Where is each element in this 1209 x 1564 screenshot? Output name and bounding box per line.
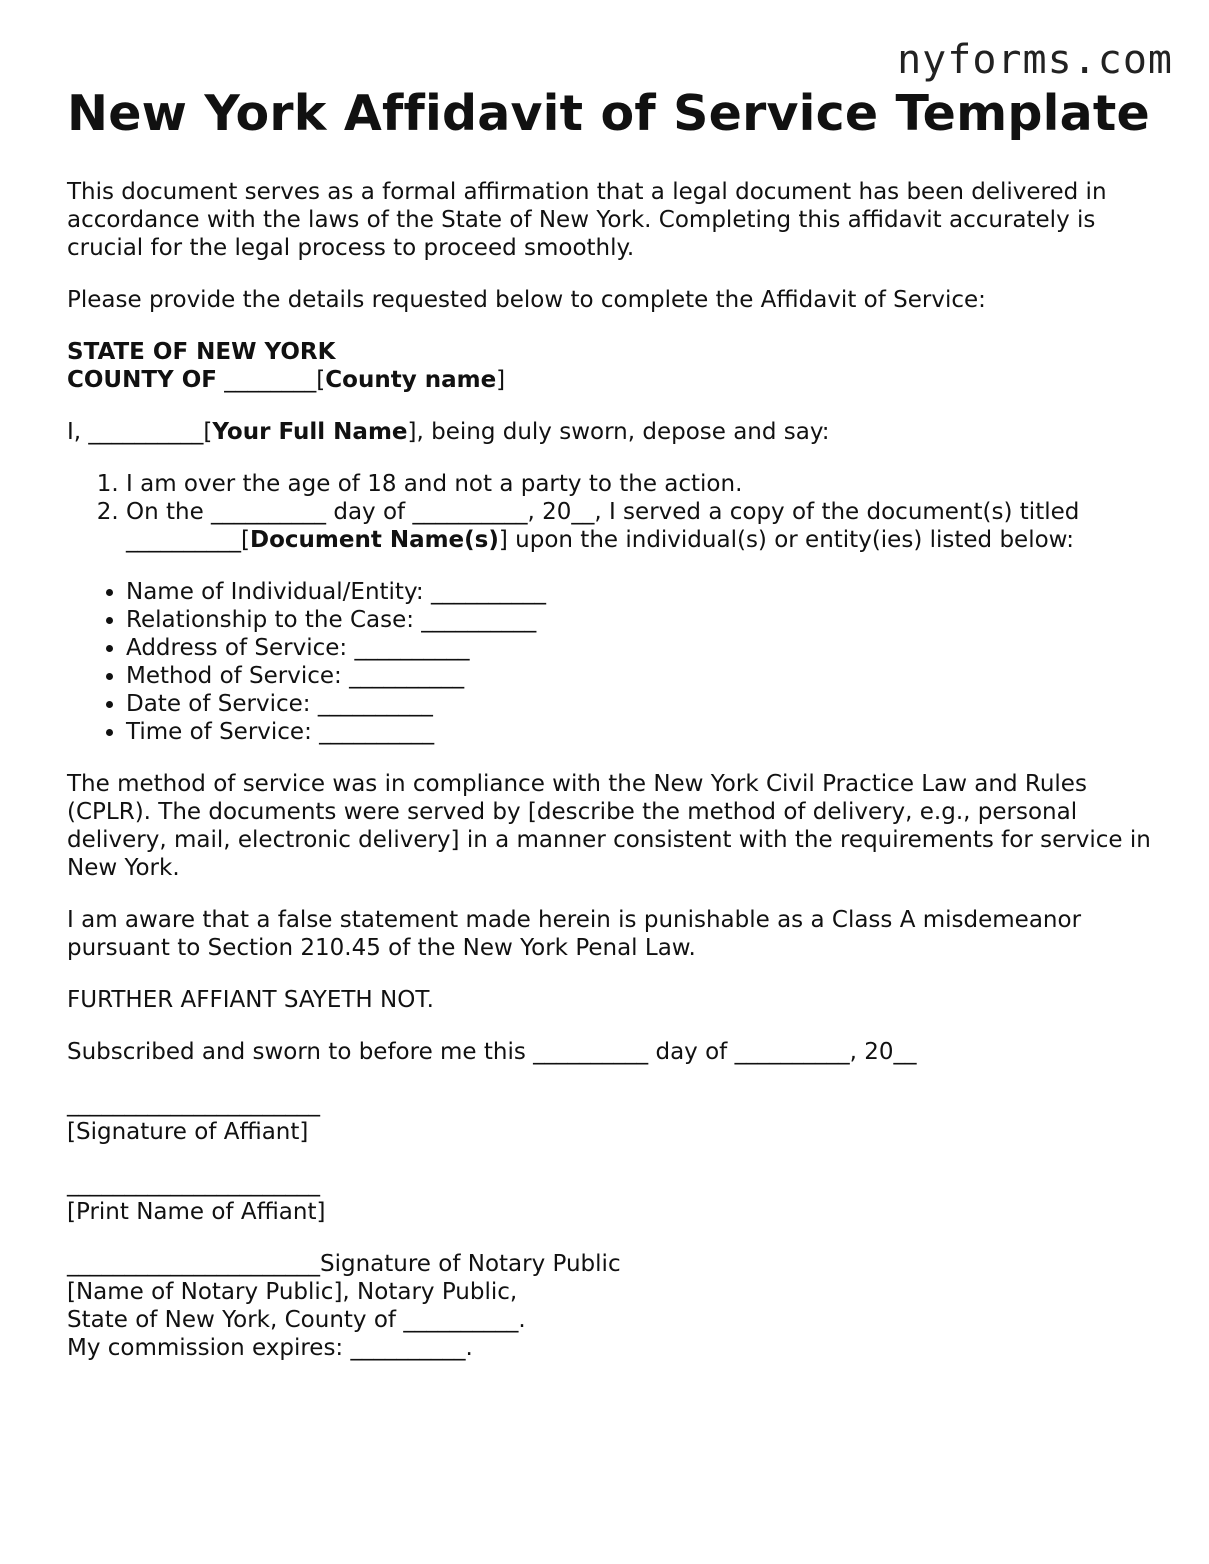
numbered-statements (67, 470, 1157, 554)
instruction-paragraph: Please provide the details requested below to complete the Affidavit of Service: (67, 287, 986, 313)
notary-commission: My commission expires: __________. (67, 1335, 473, 1361)
affiant-print-name-line: ______________________ (67, 1171, 320, 1197)
compliance-paragraph: The method of service was in compliance with the New York Civil Practice Law and Rules (CPLR). The documents were served by [describe the method of delivery, e.g., personal delivery, mail, electronic delivery] in a manner consistent with the requirements for service in New York. (67, 771, 1151, 881)
affiant-print-name-label: [Print Name of Affiant] (67, 1199, 326, 1225)
statement-age: 1. I am over the age of 18 and not a party to the action. (126, 470, 1157, 498)
penalty-paragraph: I am aware that a false statement made herein is punishable as a Class A misdemeanor pursuant to Section 210.45 of the New York Penal Law. (67, 907, 1082, 961)
affiant-signature-block (67, 1090, 1157, 1146)
venue-block (67, 338, 1157, 394)
service-details-list (67, 578, 1157, 746)
site-watermark: nyforms.com (897, 37, 1173, 83)
affiant-print-name-block (67, 1170, 1157, 1226)
detail-relationship: • Relationship to the Case: __________ (126, 606, 1157, 634)
notary-county: State of New York, County of __________. (67, 1307, 526, 1333)
detail-individual: • Name of Individual/Entity: __________ (126, 578, 1157, 606)
document-name-placeholder: Document Name(s) (249, 527, 499, 553)
statement-service: 2. On the __________ day of __________, 20__, I served a copy of the document(s) titled __________[Document Name(s)] upon the individual(s) or entity(ies) listed below: (126, 498, 1157, 554)
venue-county: COUNTY OF ________[County name] (67, 367, 506, 393)
closing-statement: FURTHER AFFIANT SAYETH NOT. (67, 987, 434, 1013)
detail-date: • Date of Service: __________ (126, 690, 1157, 718)
notary-name: [Name of Notary Public], Notary Public, (67, 1279, 518, 1305)
detail-method: • Method of Service: __________ (126, 662, 1157, 690)
notary-signature-line: ______________________Signature of Notary Public (67, 1251, 621, 1277)
detail-address: • Address of Service: __________ (126, 634, 1157, 662)
sworn-statement: Subscribed and sworn to before me this __________ day of __________, 20__ (67, 1039, 917, 1065)
venue-state: STATE OF NEW YORK (67, 339, 336, 365)
document-title: New York Affidavit of Service Template (67, 85, 1150, 142)
oath-statement: I, __________[Your Full Name], being duly sworn, depose and say: (67, 419, 830, 445)
affiant-signature-label: [Signature of Affiant] (67, 1119, 309, 1145)
intro-paragraph: This document serves as a formal affirmation that a legal document has been delivered in accordance with the laws of the State of New York. Completing this affidavit accurately is crucial for the legal process to proceed smoothly. (67, 179, 1107, 261)
full-name-placeholder: Your Full Name (212, 419, 408, 445)
affidavit-document (67, 84, 1157, 1386)
affiant-signature-line: ______________________ (67, 1091, 320, 1117)
detail-time: • Time of Service: __________ (126, 718, 1157, 746)
notary-block (67, 1250, 1157, 1362)
county-placeholder: County name (325, 367, 497, 393)
